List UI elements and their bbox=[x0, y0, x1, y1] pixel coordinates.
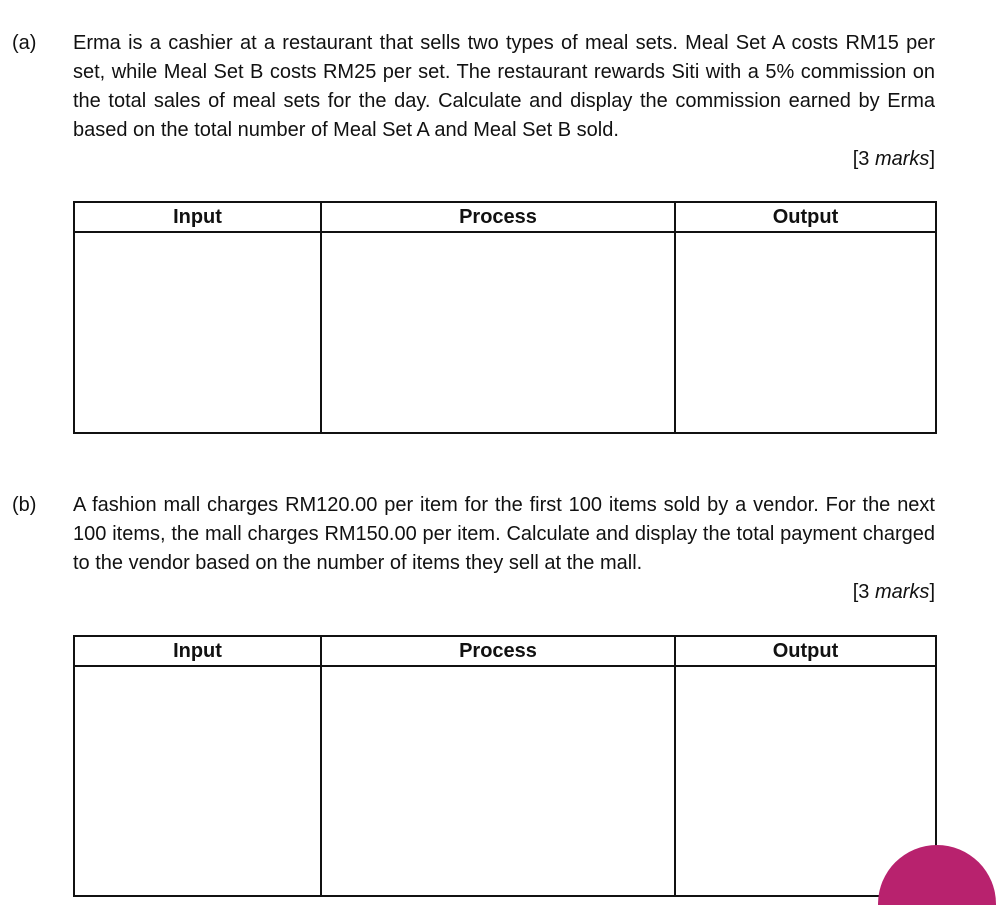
ipo-a-process-cell[interactable] bbox=[321, 232, 675, 433]
ipo-b-header-input: Input bbox=[74, 636, 321, 666]
ipo-table-b bbox=[73, 635, 937, 897]
ipo-b-process-cell[interactable] bbox=[321, 666, 675, 896]
marks-close: ] bbox=[929, 148, 935, 170]
ipo-b-input-cell[interactable] bbox=[74, 666, 321, 896]
ipo-a-header-input: Input bbox=[74, 202, 321, 232]
ipo-b-header-output: Output bbox=[675, 636, 936, 666]
ipo-table-b-header-row bbox=[74, 636, 936, 666]
ipo-table-b-answer-row bbox=[74, 666, 936, 896]
marks-close: ] bbox=[929, 581, 935, 603]
ipo-b-header-process: Process bbox=[321, 636, 675, 666]
ipo-a-input-cell[interactable] bbox=[74, 232, 321, 433]
ipo-table-a-answer-row bbox=[74, 232, 936, 433]
question-b-text: A fashion mall charges RM120.00 per item for the first 100 items sold by a vendor. For the next 100 items, the mall charges RM150.00 per item. Calculate and display the total payment charged to the vendor based on the number of items they sell at the mall. bbox=[73, 494, 935, 574]
marks-word: marks bbox=[874, 148, 930, 170]
ipo-a-header-process: Process bbox=[321, 202, 675, 232]
previous-page-text-fragment bbox=[40, 0, 380, 4]
question-b-label: (b) bbox=[12, 494, 37, 516]
ipo-a-output-cell[interactable] bbox=[675, 232, 936, 433]
ipo-table-a bbox=[73, 201, 937, 434]
marks-word: marks bbox=[874, 581, 930, 603]
question-b-marks bbox=[853, 578, 935, 607]
ipo-a-header-output: Output bbox=[675, 202, 936, 232]
ipo-table-a-header-row bbox=[74, 202, 936, 232]
marks-open: [3 bbox=[852, 148, 875, 170]
question-a-marks bbox=[853, 145, 935, 174]
question-a-label: (a) bbox=[12, 32, 37, 54]
question-a-text: Erma is a cashier at a restaurant that sells two types of meal sets. Meal Set A costs RM15 per set, while Meal Set B costs RM25 per set. The restaurant rewards Siti with a 5% commission on the total sales of meal sets for the day. Calculate and display the commission earned by Erma based on the total number of Meal Set A and Meal Set B sold. bbox=[73, 32, 935, 141]
marks-open: [3 bbox=[852, 581, 875, 603]
